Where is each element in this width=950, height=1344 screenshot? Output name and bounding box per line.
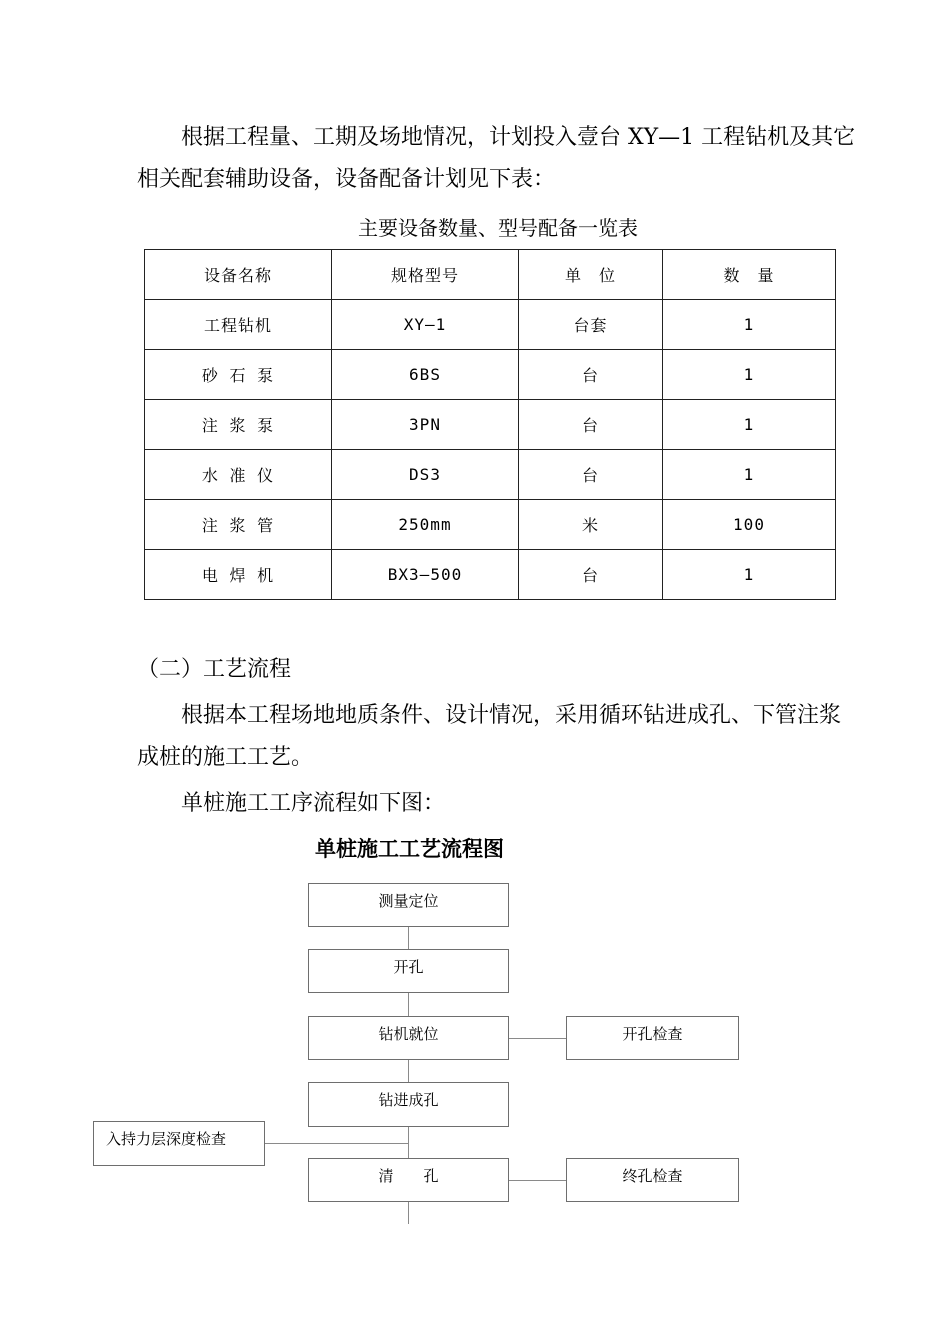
table-cell: 1 bbox=[663, 450, 836, 500]
table-cell: 工程钻机 bbox=[145, 300, 332, 350]
connector-line bbox=[408, 927, 409, 949]
equipment-table bbox=[144, 249, 836, 600]
table-cell: 1 bbox=[663, 550, 836, 600]
table-cell: 1 bbox=[663, 400, 836, 450]
flow-step-drilling: 钻进成孔 bbox=[308, 1082, 509, 1127]
table-cell: 米 bbox=[519, 500, 663, 550]
header-cell: 规格型号 bbox=[332, 250, 519, 300]
table-row bbox=[145, 550, 836, 600]
table-cell: 水 准 仪 bbox=[145, 450, 332, 500]
table-cell: 台 bbox=[519, 350, 663, 400]
table-cell: 6BS bbox=[332, 350, 519, 400]
table-cell: BX3—500 bbox=[332, 550, 519, 600]
flowchart-title: 单桩施工工艺流程图 bbox=[315, 837, 504, 861]
table-cell: 100 bbox=[663, 500, 836, 550]
check-final-hole: 终孔检查 bbox=[566, 1158, 739, 1202]
table-header-row bbox=[145, 250, 836, 300]
connector-line bbox=[509, 1038, 566, 1039]
connector-line bbox=[408, 1127, 409, 1158]
header-cell: 设备名称 bbox=[145, 250, 332, 300]
section-heading: （二）工艺流程 bbox=[137, 657, 292, 682]
intro-paragraph: 根据工程量、工期及场地情况，计划投入壹台 XY—1 工程钻机及其它相关配套辅助设备，设备配备计划见下表： bbox=[137, 125, 856, 192]
process-paragraph: 根据本工程场地地质条件、设计情况，采用循环钻进成孔、下管注浆成桩的施工工艺。 bbox=[137, 703, 842, 770]
table-row bbox=[145, 300, 836, 350]
table-cell: 1 bbox=[663, 300, 836, 350]
table-title: 主要设备数量、型号配备一览表 bbox=[358, 216, 638, 240]
check-open-hole: 开孔检查 bbox=[566, 1016, 739, 1060]
table-cell: 台 bbox=[519, 450, 663, 500]
table-cell: 注 浆 泵 bbox=[145, 400, 332, 450]
connector-line bbox=[509, 1180, 566, 1181]
table-row bbox=[145, 450, 836, 500]
table-cell: 台 bbox=[519, 550, 663, 600]
table-row bbox=[145, 500, 836, 550]
table-cell: DS3 bbox=[332, 450, 519, 500]
flow-step-drill-position: 钻机就位 bbox=[308, 1016, 509, 1060]
connector-line bbox=[265, 1143, 408, 1144]
connector-line bbox=[408, 1202, 409, 1224]
table-row bbox=[145, 350, 836, 400]
connector-line bbox=[408, 993, 409, 1016]
table-cell: 砂 石 泵 bbox=[145, 350, 332, 400]
table-cell: 250mm bbox=[332, 500, 519, 550]
table-row bbox=[145, 400, 836, 450]
table-cell: 注 浆 管 bbox=[145, 500, 332, 550]
header-cell: 数 量 bbox=[663, 250, 836, 300]
flow-step-open-hole: 开孔 bbox=[308, 949, 509, 993]
flow-step-clear-hole: 清 孔 bbox=[308, 1158, 509, 1202]
table-cell: XY—1 bbox=[332, 300, 519, 350]
flow-intro: 单桩施工工序流程如下图： bbox=[181, 791, 446, 816]
connector-line bbox=[408, 1060, 409, 1082]
table-cell: 1 bbox=[663, 350, 836, 400]
table-cell: 台套 bbox=[519, 300, 663, 350]
table-cell: 3PN bbox=[332, 400, 519, 450]
table-cell: 台 bbox=[519, 400, 663, 450]
flow-step-survey: 测量定位 bbox=[308, 883, 509, 927]
check-bearing-layer: 入持力层深度检查 bbox=[93, 1121, 265, 1166]
table-cell: 电 焊 机 bbox=[145, 550, 332, 600]
header-cell: 单 位 bbox=[519, 250, 663, 300]
